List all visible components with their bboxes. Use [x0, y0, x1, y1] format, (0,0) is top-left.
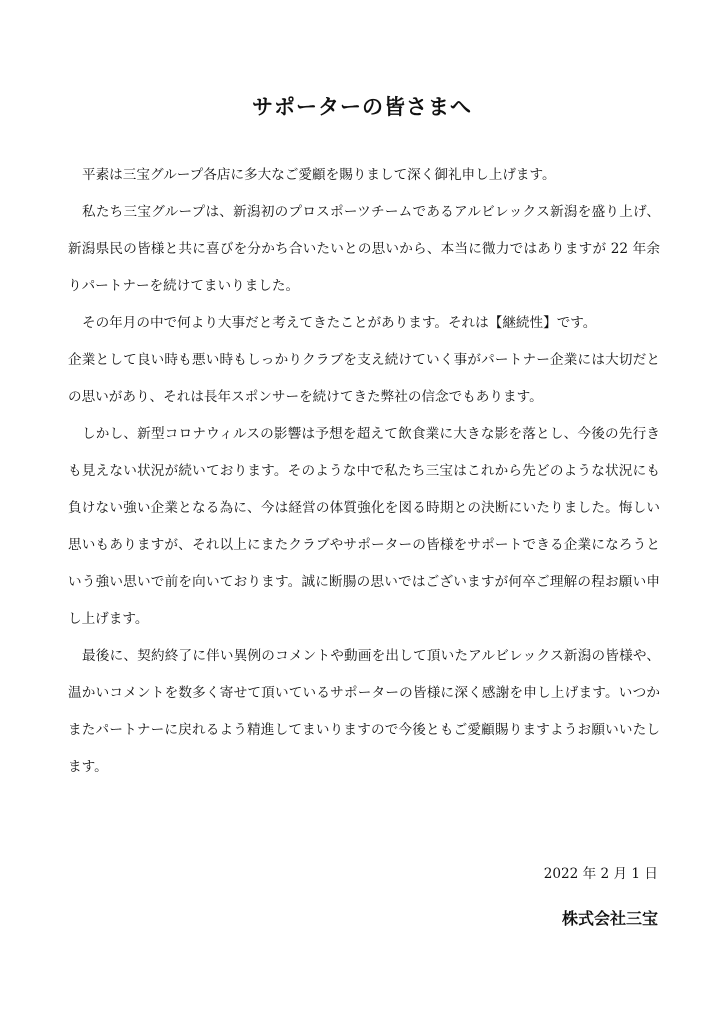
company-signature: 株式会社三宝 — [561, 909, 658, 928]
letter-title: サポーターの皆さまへ — [252, 94, 472, 119]
paragraph-covid-decision: しかし、新型コロナウィルスの影響は予想を超えて飲食業に大きな影を落とし、今後の先行きも見えない状況が続いております。そのような中で私たち三宝はこれから先どのような状況にも負けない強い企業となる為に、今は経営の体質強化を図る時期との決断にいたりました。悔しい思いもありますが、それ以上にまたクラブやサポーターの皆様をサポートできる企業になろうという強い思いで前を向いております。誠に断腸の思いではございますが何卒ご理解の程お願い申し上げます。 — [68, 426, 660, 627]
letter-date: 2022 年 2 月 1 日 — [543, 866, 658, 882]
paragraph-continuity: その年月の中で何より大事だと考えてきたことがあります。それは【継続性】です。 — [82, 315, 597, 331]
paragraph-partnership-history: 私たち三宝グループは、新潟初のプロスポーツチームであるアルビレックス新潟を盛り上げ、新潟県民の皆様と共に喜びを分かち合いたいとの思いから、本当に微力ではありますが 22 年余りパートナーを続けてまいりました。 — [68, 204, 660, 294]
paragraph-gratitude: 最後に、契約終了に伴い異例のコメントや動画を出して頂いたアルビレックス新潟の皆様や、温かいコメントを数多く寄せて頂いているサポーターの皆様に深く感謝を申し上げます。いつかまたパートナーに戻れるよう精進してまいりますので今後ともご愛顧賜りますようお願いいたします。 — [68, 648, 660, 775]
paragraph-greeting: 平素は三宝グループ各店に多大なご愛顧を賜りまして深く御礼申し上げます。 — [82, 167, 556, 183]
paragraph-belief: 企業として良い時も悪い時もしっかりクラブを支え続けていく事がパートナー企業には大切だとの思いがあり、それは長年スポンサーを続けてきた弊社の信念でもあります。 — [68, 352, 660, 405]
letter-body — [68, 157, 660, 786]
